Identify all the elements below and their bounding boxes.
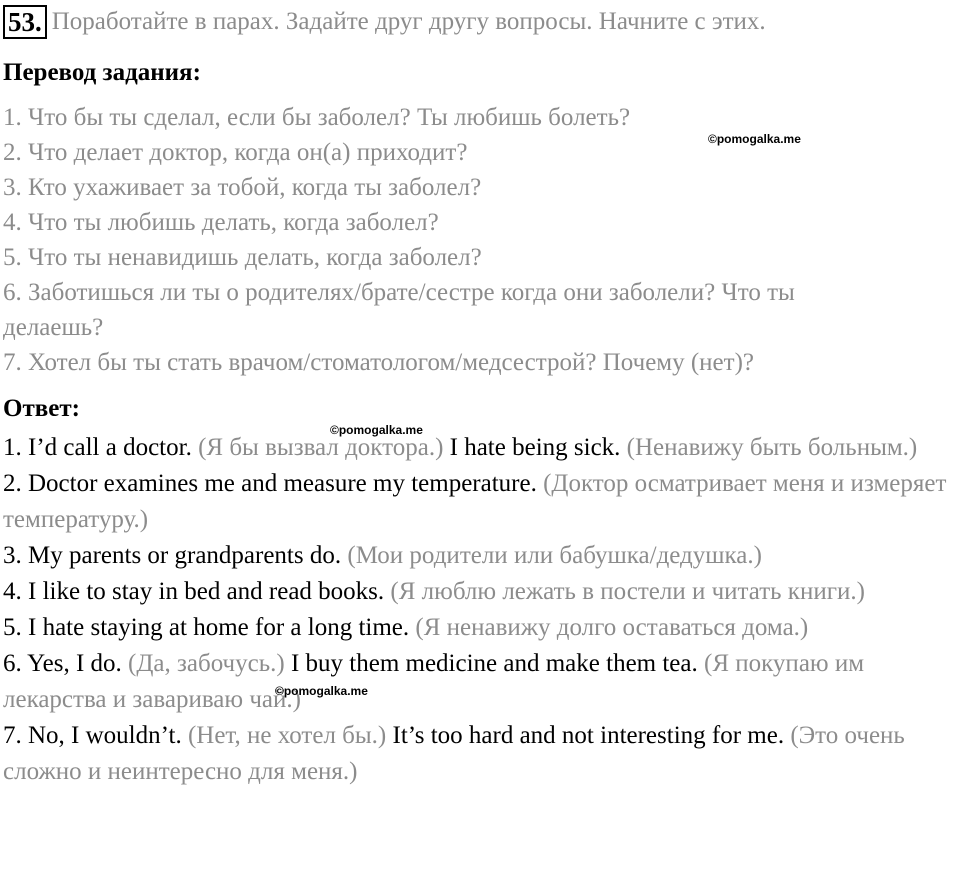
translation-line-7: 7. Хотел бы ты стать врачом/стоматологом/медсестрой? Почему (нет)? — [3, 349, 755, 376]
answer-item-4 — [3, 574, 957, 610]
translation-line-1: 1. Что бы ты сделал, если бы заболел? Ты любишь болеть? — [3, 104, 631, 131]
answer-russian: (Доктор осматривает меня и измеряет температуру.) — [3, 470, 947, 533]
answer-item-5 — [3, 610, 957, 646]
answer-english: 1. I’d call a doctor. — [3, 434, 192, 461]
task-instruction: Поработайте в парах. Задайте друг другу вопросы. Начните с этих. — [51, 8, 766, 35]
translation-line-5: 5. Что ты ненавидишь делать, когда заболел? — [3, 244, 482, 271]
answer-english: 4. I like to stay in bed and read books. — [3, 578, 385, 605]
answer-russian: (Я люблю лежать в постели и читать книги.) — [384, 578, 865, 605]
answer-item-2 — [3, 466, 957, 538]
watermark: ©pomogalka.me — [275, 684, 368, 698]
answer-item-3 — [3, 538, 957, 574]
answer-english: It’s too hard and not interesting for me. — [386, 722, 785, 749]
answer-item-7 — [3, 718, 957, 790]
answer-russian: (Нет, не хотел бы.) — [181, 722, 387, 749]
answer-russian: (Ненавижу быть больным.) — [620, 434, 918, 461]
answer-english: I hate being sick. — [443, 434, 621, 461]
answer-english: 2. Doctor examines me and measure my temperature. — [3, 470, 537, 497]
answer-english: 5. I hate staying at home for a long time. — [3, 614, 410, 641]
answer-russian: (Мои родители или бабушка/дедушка.) — [341, 542, 762, 569]
translation-line-2: 2. Что делает доктор, когда он(а) приходит? — [3, 139, 468, 166]
answer-english: 6. Yes, I do. — [3, 650, 122, 677]
document-page — [3, 2, 957, 790]
translation-heading: Перевод задания: — [3, 59, 201, 86]
translation-line-3: 3. Кто ухаживает за тобой, когда ты заболел? — [3, 174, 482, 201]
answer-english: 3. My parents or grandparents do. — [3, 542, 342, 569]
task-line — [3, 2, 957, 42]
answer-russian: (Я бы вызвал доктора.) — [191, 434, 444, 461]
answer-list — [3, 430, 957, 790]
answer-russian: (Это очень сложно и неинтересно для меня.) — [3, 722, 905, 785]
translation-line-6-cont: делаешь? — [3, 314, 104, 341]
translation-list — [3, 100, 957, 380]
translation-line-4: 4. Что ты любишь делать, когда заболел? — [3, 209, 439, 236]
task-number-box: 53. — [3, 5, 47, 39]
answer-english: I buy them medicine and make them tea. — [284, 650, 698, 677]
watermark: ©pomogalka.me — [330, 423, 423, 437]
watermark: ©pomogalka.me — [708, 132, 801, 146]
answer-russian: (Я покупаю им лекарства и завариваю чай.) — [3, 650, 865, 713]
answer-russian: (Я ненавижу долго оставаться дома.) — [409, 614, 809, 641]
answer-item-6 — [3, 646, 957, 718]
translation-line-6: 6. Заботишься ли ты о родителях/брате/сестре когда они заболели? Что ты — [3, 279, 795, 306]
answer-english: 7. No, I wouldn’t. — [3, 722, 182, 749]
answer-item-1 — [3, 430, 957, 466]
answer-heading: Ответ: — [3, 395, 80, 422]
answer-russian: (Да, забочусь.) — [121, 650, 285, 677]
